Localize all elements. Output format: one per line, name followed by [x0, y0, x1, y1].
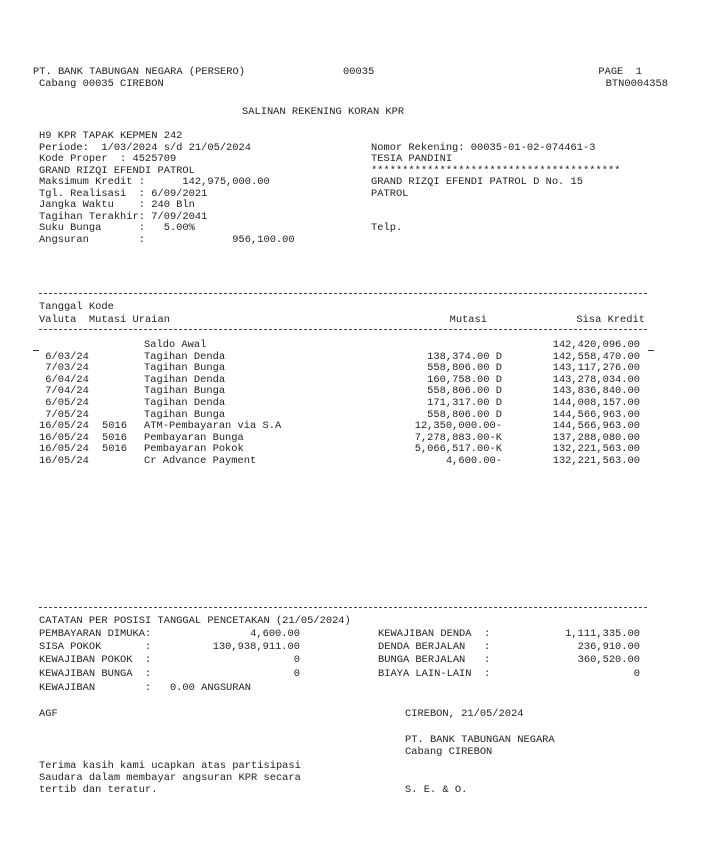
summary-value: 236,910.00	[577, 641, 640, 654]
column-header-sisa-kredit: Sisa Kredit	[576, 314, 645, 326]
cell-code: 5016	[102, 443, 127, 456]
cell-sisa-kredit: 137,288,080.00	[552, 431, 640, 444]
summary-value: 0	[633, 667, 640, 680]
margin-mark	[648, 350, 654, 351]
info-line	[371, 235, 620, 247]
cell-date: 16/05/24	[39, 420, 89, 433]
info-line	[371, 131, 620, 143]
cell-sisa-kredit: 132,221,563.00	[552, 455, 640, 467]
cell-code: 5016	[102, 431, 127, 444]
info-line: Kode Proper : 4525709	[39, 153, 177, 165]
kewajiban-angsuran: KEWAJIBAN : 0.00 ANGSURAN	[39, 682, 252, 694]
cell-mutasi: 171,317.00 D	[427, 397, 502, 409]
info-line: H9 KPR TAPAK KEPMEN 242	[39, 130, 183, 142]
info-line: Jangka Waktu : 240 Bln	[39, 199, 195, 211]
summary-value: 130,938,911.00	[212, 641, 300, 654]
cell-mutasi: 558,806.00 D	[427, 408, 502, 421]
summary-label: KEWAJIBAN POKOK :	[39, 654, 152, 667]
account-info-left	[39, 131, 295, 246]
bank-name: PT. BANK TABUNGAN NEGARA (PERSERO)	[33, 66, 246, 78]
summary-value: 4,600.00	[250, 628, 300, 640]
summary-label: PEMBAYARAN DIMUKA:	[39, 628, 152, 640]
cell-description: Tagihan Bunga	[144, 385, 226, 398]
cell-date: 7/04/24	[39, 385, 89, 398]
divider	[39, 293, 647, 294]
cell-sisa-kredit: 132,221,563.00	[552, 443, 640, 456]
cell-mutasi: 7,278,883.00-K	[414, 431, 502, 444]
cell-description: Tagihan Bunga	[144, 408, 226, 421]
cell-date: 6/05/24	[39, 397, 89, 409]
info-line: GRAND RIZQI EFENDI PATROL	[39, 164, 195, 177]
info-line: Suku Bunga : 5.00%	[39, 222, 195, 234]
cell-sisa-kredit: 143,117,276.00	[552, 362, 640, 375]
cell-description: Tagihan Denda	[144, 397, 226, 409]
summary-value: 0	[293, 654, 300, 667]
thanks-line: tertib dan teratur.	[39, 784, 158, 796]
cell-sisa-kredit: 142,558,470.00	[552, 350, 640, 363]
column-header-mutasi: Mutasi	[449, 314, 487, 326]
cell-sisa-kredit: 143,836,840.00	[552, 385, 640, 398]
signature-bank: PT. BANK TABUNGAN NEGARA	[405, 734, 555, 746]
info-line: Nomor Rekening: 00035-01-02-074461-3	[371, 141, 596, 154]
cell-date: 6/04/24	[39, 373, 89, 386]
column-header-tanggal-kode: Tanggal Kode	[39, 301, 114, 313]
cell-mutasi: 5,066,517.00-K	[414, 443, 502, 456]
agf-label: AGF	[39, 708, 58, 720]
summary-label: DENDA BERJALAN :	[378, 641, 491, 654]
summary-value: 0	[293, 667, 300, 680]
cell-sisa-kredit: 144,008,157.00	[552, 397, 640, 409]
cell-description: Pembayaran Bunga	[144, 431, 244, 444]
info-line	[371, 200, 620, 212]
cell-sisa-kredit: 143,278,034.00	[552, 373, 640, 386]
column-header-valuta-mutasi-uraian: Valuta Mutasi Uraian	[39, 314, 170, 326]
cell-description: Cr Advance Payment	[144, 455, 257, 467]
info-line: GRAND RIZQI EFENDI PATROL D No. 15	[371, 176, 584, 188]
info-line: Telp.	[371, 222, 403, 234]
cell-date: 16/05/24	[39, 443, 89, 456]
divider	[39, 329, 647, 330]
cell-mutasi: 558,806.00 D	[427, 385, 502, 398]
branch-code: 00035	[343, 66, 375, 78]
cell-description: Tagihan Denda	[144, 373, 226, 386]
document-code: BTN0004358	[605, 78, 668, 90]
cell-description: Saldo Awal	[144, 339, 207, 351]
document-title: SALINAN REKENING KORAN KPR	[242, 106, 405, 118]
cell-date: 7/03/24	[39, 362, 89, 375]
cell-description: Tagihan Bunga	[144, 362, 226, 375]
summary-label: BUNGA BERJALAN :	[378, 654, 491, 667]
cell-date: 16/05/24	[39, 431, 89, 444]
cell-mutasi: 138,374.00 D	[427, 350, 502, 363]
divider	[39, 607, 647, 608]
cell-description: Tagihan Denda	[144, 350, 226, 363]
summary-title: CATATAN PER POSISI TANGGAL PENCETAKAN (21/05/2024)	[39, 615, 351, 627]
summary-label: KEWAJIBAN DENDA :	[378, 628, 491, 640]
cell-mutasi: 12,350,000.00-	[414, 420, 502, 433]
info-line: PATROL	[371, 187, 409, 200]
summary-value: 1,111,335.00	[565, 628, 640, 640]
errors-omissions-note: S. E. & O.	[405, 784, 468, 796]
cell-mutasi: 4,600.00-	[445, 455, 502, 467]
cell-mutasi: 160,758.00 D	[427, 373, 502, 386]
info-line: Maksimum Kredit : 142,975,000.00	[39, 176, 270, 188]
info-line: Tagihan Terakhir: 7/09/2041	[39, 210, 208, 223]
cell-code: 5016	[102, 420, 127, 433]
cell-sisa-kredit: 142,420,096.00	[552, 339, 640, 351]
thanks-line: Saudara dalam membayar angsuran KPR secara	[39, 772, 301, 784]
cell-description: ATM-Pembayaran via S.A	[144, 420, 282, 433]
info-line	[371, 212, 620, 224]
cell-date: 16/05/24	[39, 455, 89, 467]
account-info-right	[371, 131, 620, 246]
info-line: Tgl. Realisasi : 6/09/2021	[39, 187, 208, 200]
info-line: ****************************************	[371, 164, 621, 177]
cell-description: Pembayaran Pokok	[144, 443, 244, 456]
cell-sisa-kredit: 144,566,963.00	[552, 420, 640, 433]
info-line: TESIA PANDINI	[371, 153, 453, 165]
branch-name: Cabang 00035 CIREBON	[39, 78, 164, 90]
signature-branch: Cabang CIREBON	[405, 746, 493, 758]
summary-value: 360,520.00	[577, 654, 640, 667]
summary-label: SISA POKOK :	[39, 641, 152, 654]
info-line: Angsuran : 956,100.00	[39, 233, 295, 246]
place-date: CIREBON, 21/05/2024	[405, 708, 524, 720]
info-line: Periode: 1/03/2024 s/d 21/05/2024	[39, 141, 252, 154]
cell-date: 7/05/24	[39, 408, 89, 421]
cell-sisa-kredit: 144,566,963.00	[552, 408, 640, 421]
cell-date: 6/03/24	[39, 350, 89, 363]
cell-mutasi: 558,806.00 D	[427, 362, 502, 375]
summary-label: KEWAJIBAN BUNGA :	[39, 667, 152, 680]
page-number: PAGE 1	[598, 66, 642, 78]
summary-label: BIAYA LAIN-LAIN :	[378, 667, 491, 680]
thanks-line: Terima kasih kami ucapkan atas partisipasi	[39, 760, 301, 772]
